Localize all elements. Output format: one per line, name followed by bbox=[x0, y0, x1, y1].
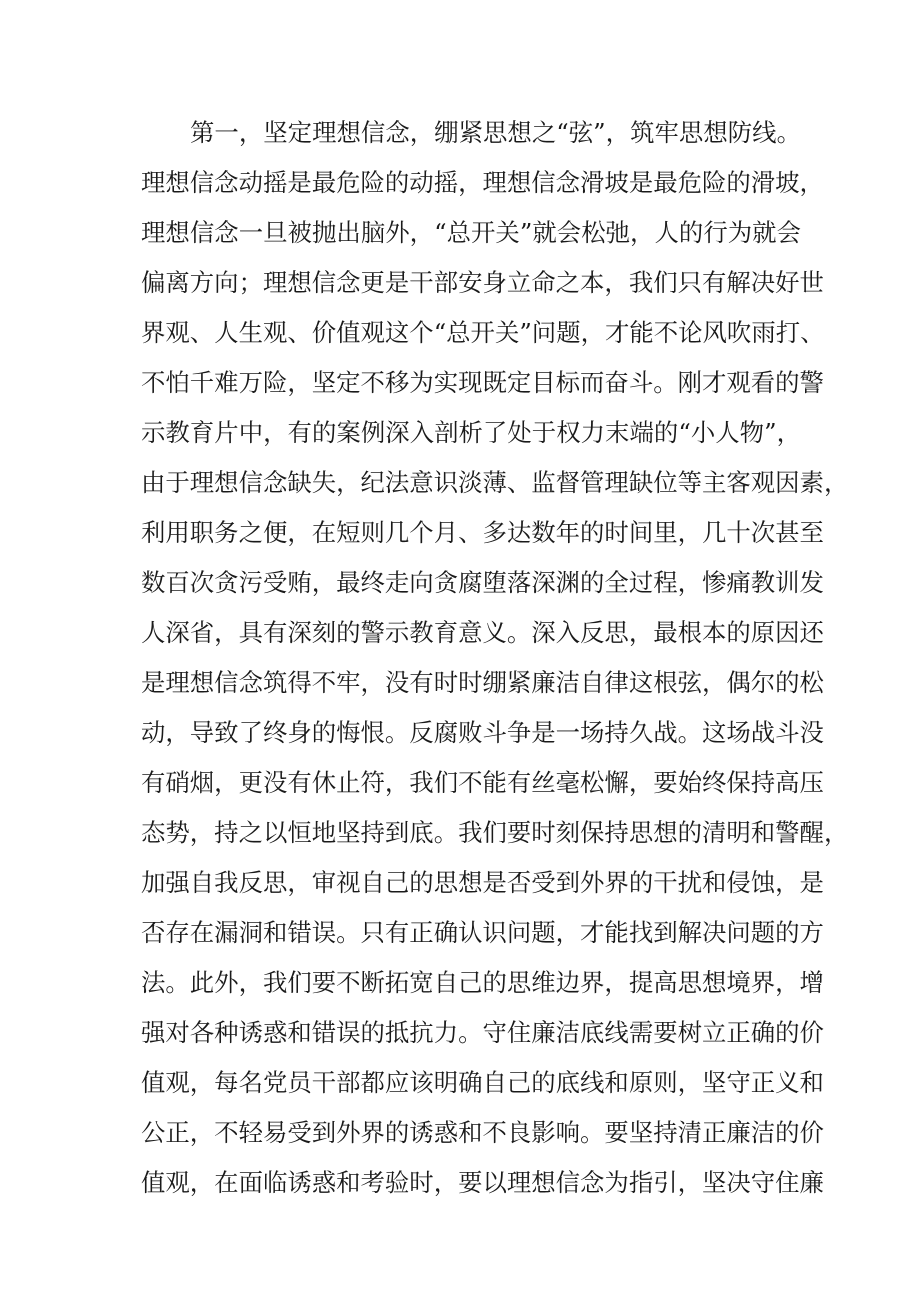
text-line-1: 第一，坚定理想信念，绷紧思想之“弦”，筑牢思想防线。 bbox=[190, 118, 801, 147]
text-line-3: 理想信念一旦被抛出脑外，“总开关”就会松弛，人的行为就会 bbox=[141, 218, 801, 247]
text-line-5: 界观、人生观、价值观这个“总开关”问题，才能不论风吹雨打、 bbox=[141, 318, 825, 347]
text-line-14: 有硝烟，更没有休止符，我们不能有丝毫松懈，要始终保持高压 bbox=[141, 768, 824, 797]
text-line-4: 偏离方向；理想信念更是干部安身立命之本，我们只有解决好世 bbox=[141, 268, 824, 297]
text-line-16: 加强自我反思，审视自己的思想是否受到外界的干扰和侵蚀，是 bbox=[141, 868, 824, 897]
text-line-19: 强对各种诱惑和错误的抵抗力。守住廉洁底线需要树立正确的价 bbox=[141, 1018, 824, 1047]
text-line-20: 值观，每名党员干部都应该明确自己的底线和原则，坚守正义和 bbox=[141, 1068, 824, 1097]
body-paragraph bbox=[141, 108, 849, 1208]
text-line-7: 示教育片中，有的案例深入剖析了处于权力末端的“小人物”， bbox=[141, 418, 801, 447]
text-line-22: 值观，在面临诱惑和考验时，要以理想信念为指引，坚决守住廉 bbox=[141, 1168, 824, 1197]
text-line-13: 动，导致了终身的悔恨。反腐败斗争是一场持久战。这场战斗没 bbox=[141, 718, 824, 747]
text-line-18: 法。此外，我们要不断拓宽自己的思维边界，提高思想境界，增 bbox=[141, 968, 824, 997]
text-line-17: 否存在漏洞和错误。只有正确认识问题，才能找到解决问题的方 bbox=[141, 918, 824, 947]
text-line-9: 利用职务之便，在短则几个月、多达数年的时间里，几十次甚至 bbox=[141, 518, 824, 547]
text-line-6: 不怕千难万险，坚定不移为实现既定目标而奋斗。刚才观看的警 bbox=[141, 368, 824, 397]
text-line-10: 数百次贪污受贿，最终走向贪腐堕落深渊的全过程，惨痛教训发 bbox=[141, 568, 824, 597]
text-line-15: 态势，持之以恒地坚持到底。我们要时刻保持思想的清明和警醒， bbox=[141, 818, 849, 847]
text-line-8: 由于理想信念缺失，纪法意识淡薄、监督管理缺位等主客观因素， bbox=[141, 468, 849, 497]
text-line-12: 是理想信念筑得不牢，没有时时绷紧廉洁自律这根弦，偶尔的松 bbox=[141, 668, 824, 697]
text-line-2: 理想信念动摇是最危险的动摇，理想信念滑坡是最危险的滑坡， bbox=[141, 168, 824, 197]
text-line-11: 人深省，具有深刻的警示教育意义。深入反思，最根本的原因还 bbox=[141, 618, 824, 647]
text-line-21: 公正，不轻易受到外界的诱惑和不良影响。要坚持清正廉洁的价 bbox=[141, 1118, 824, 1147]
